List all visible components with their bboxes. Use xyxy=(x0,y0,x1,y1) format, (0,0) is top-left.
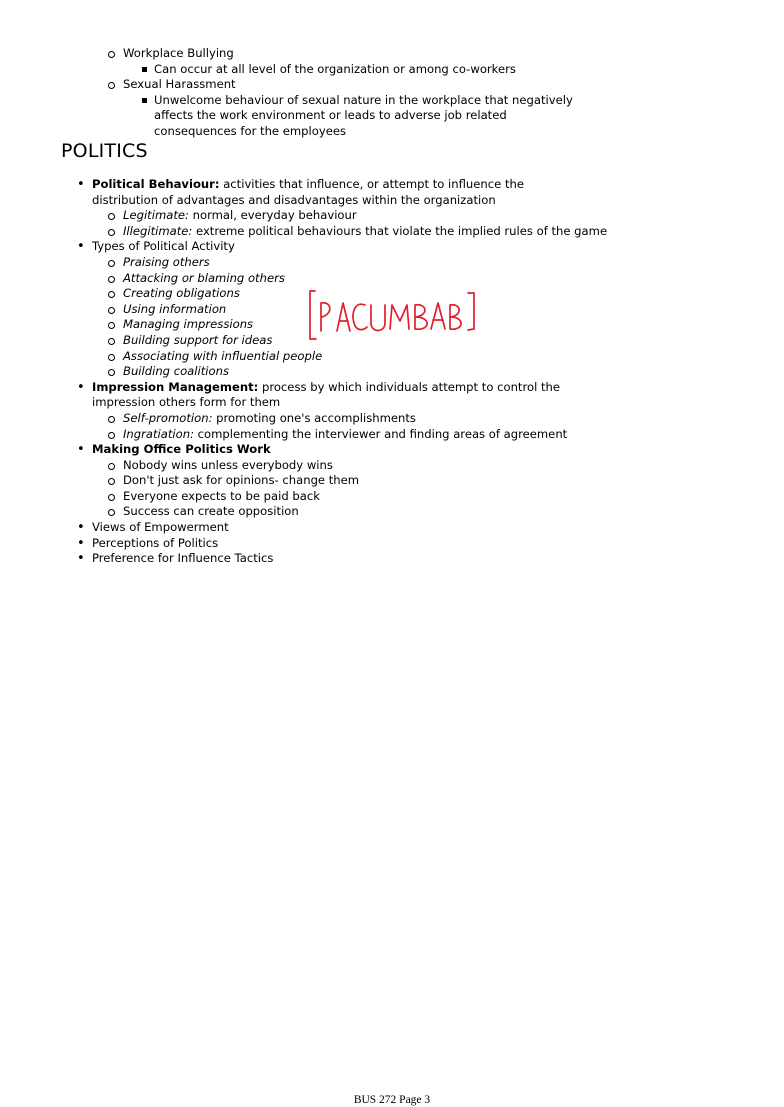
definition: extreme political behaviours that violate the implied rules of the game xyxy=(192,223,608,238)
list-item: Creating obligations xyxy=(0,286,607,302)
sub-list xyxy=(0,93,584,140)
sub-list xyxy=(0,62,584,78)
definition: complementing the interviewer and finding areas of agreement xyxy=(193,426,568,441)
list-item xyxy=(0,93,584,140)
definition: normal, everyday behaviour xyxy=(188,208,357,223)
list-item-label: Sexual Harassment xyxy=(123,77,236,92)
list-item-text: Can occur at all level of the organization or among co-workers xyxy=(154,61,516,76)
list-item: • Perceptions of Politics xyxy=(0,536,607,552)
list-item xyxy=(0,77,584,139)
list-item: Associating with influential people xyxy=(0,349,607,365)
definition: promoting one's accomplishments xyxy=(212,410,416,425)
list-item: • Views of Empowerment xyxy=(0,520,607,536)
list-item: Using information xyxy=(0,302,607,318)
list-item xyxy=(0,46,584,77)
list-item-impression-management xyxy=(0,380,607,442)
list-item: Attacking or blaming others xyxy=(0,271,607,287)
term: Illegitimate: xyxy=(123,223,193,238)
list-item-political-behaviour xyxy=(0,177,607,239)
list-item xyxy=(0,427,607,443)
definition: activities that influence, or attempt to influence the distribution of advantages and disadvantages within the organization xyxy=(92,177,524,207)
sub-list xyxy=(0,255,607,380)
term: Legitimate: xyxy=(123,208,189,223)
list-item-label: Making Office Politics Work xyxy=(92,442,271,457)
list-item-label: Types of Political Activity xyxy=(92,239,235,254)
handwritten-annotation xyxy=(307,287,479,343)
list-item: Managing impressions xyxy=(0,317,607,333)
list-item xyxy=(0,411,607,427)
list-item: Don't just ask for opinions- change them xyxy=(0,473,607,489)
term: Impression Management: xyxy=(92,379,259,394)
list-item: Building support for ideas xyxy=(0,333,607,349)
list-item: Nobody wins unless everybody wins xyxy=(0,458,607,474)
list-item: Everyone expects to be paid back xyxy=(0,489,607,505)
list-item-types-of-political-activity xyxy=(0,239,607,379)
list-item: Building coalitions xyxy=(0,364,607,380)
term: Ingratiation: xyxy=(123,426,194,441)
section-title: POLITICS xyxy=(61,140,148,162)
sub-list xyxy=(0,411,607,442)
list-item: Success can create opposition xyxy=(0,504,607,520)
politics-list xyxy=(0,177,607,567)
list-item xyxy=(0,224,607,240)
list-item-making-office-politics-work xyxy=(0,442,607,520)
list-item: Praising others xyxy=(0,255,607,271)
list-item: • Preference for Influence Tactics xyxy=(0,551,607,567)
sub-list xyxy=(0,208,607,239)
term: Self-promotion: xyxy=(123,410,213,425)
page-footer: BUS 272 Page 3 xyxy=(353,1094,431,1106)
definition: process by which individuals attempt to control the impression others form for them xyxy=(92,379,560,410)
list-item-label: Workplace Bullying xyxy=(123,46,234,60)
list-item xyxy=(0,208,607,224)
top-list xyxy=(0,46,584,140)
term: Political Behaviour: xyxy=(92,177,220,191)
sub-list xyxy=(0,458,607,520)
list-item-text: Unwelcome behaviour of sexual nature in the workplace that negatively affects the work environment or leads to adverse job related consequences for the employees xyxy=(154,92,573,138)
list-item xyxy=(0,62,584,78)
